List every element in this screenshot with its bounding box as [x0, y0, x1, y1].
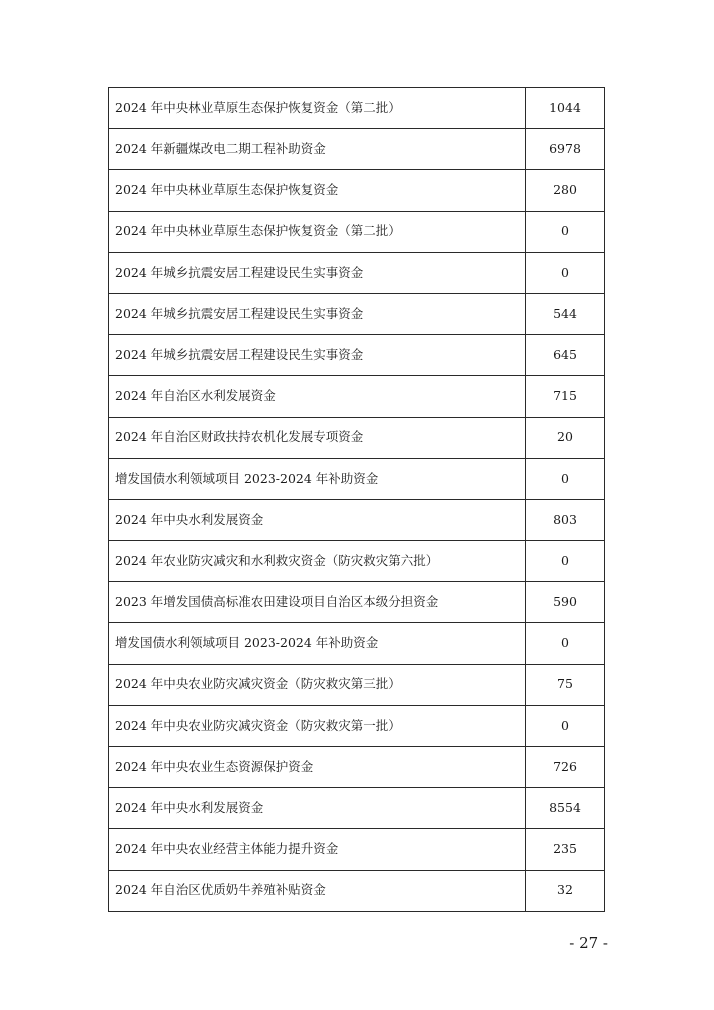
- table-row: [109, 170, 605, 211]
- fund-amount-cell: 75: [526, 664, 605, 705]
- table-row: [109, 664, 605, 705]
- table-row: [109, 788, 605, 829]
- table-row: [109, 458, 605, 499]
- fund-name-cell: 2024 年中央农业经营主体能力提升资金: [109, 829, 526, 870]
- table-row: [109, 747, 605, 788]
- fund-amount-cell: 235: [526, 829, 605, 870]
- table-row: [109, 211, 605, 252]
- funds-table-body: [109, 88, 605, 912]
- fund-name-cell: 2023 年增发国债高标准农田建设项目自治区本级分担资金: [109, 582, 526, 623]
- fund-amount-cell: 32: [526, 870, 605, 911]
- table-row: [109, 376, 605, 417]
- fund-amount-cell: 6978: [526, 129, 605, 170]
- fund-amount-cell: 0: [526, 458, 605, 499]
- fund-amount-cell: 0: [526, 705, 605, 746]
- fund-amount-cell: 280: [526, 170, 605, 211]
- page-number: - 27 -: [569, 934, 608, 952]
- table-row: [109, 252, 605, 293]
- fund-amount-cell: 645: [526, 335, 605, 376]
- fund-name-cell: 2024 年中央农业防灾减灾资金（防灾救灾第三批）: [109, 664, 526, 705]
- fund-name-cell: 2024 年中央水利发展资金: [109, 788, 526, 829]
- fund-name-cell: 2024 年自治区财政扶持农机化发展专项资金: [109, 417, 526, 458]
- fund-amount-cell: 715: [526, 376, 605, 417]
- table-row: [109, 417, 605, 458]
- fund-name-cell: 2024 年农业防灾减灾和水利救灾资金（防灾救灾第六批）: [109, 541, 526, 582]
- fund-amount-cell: 726: [526, 747, 605, 788]
- fund-amount-cell: 590: [526, 582, 605, 623]
- fund-name-cell: 2024 年中央林业草原生态保护恢复资金（第二批）: [109, 88, 526, 129]
- fund-amount-cell: 0: [526, 252, 605, 293]
- fund-name-cell: 2024 年中央农业防灾减灾资金（防灾救灾第一批）: [109, 705, 526, 746]
- fund-amount-cell: 1044: [526, 88, 605, 129]
- table-row: [109, 705, 605, 746]
- table-row: [109, 829, 605, 870]
- fund-name-cell: 2024 年自治区优质奶牛养殖补贴资金: [109, 870, 526, 911]
- fund-amount-cell: 8554: [526, 788, 605, 829]
- fund-name-cell: 2024 年中央水利发展资金: [109, 499, 526, 540]
- fund-amount-cell: 0: [526, 623, 605, 664]
- table-row: [109, 541, 605, 582]
- fund-name-cell: 2024 年新疆煤改电二期工程补助资金: [109, 129, 526, 170]
- table-row: [109, 129, 605, 170]
- fund-name-cell: 2024 年城乡抗震安居工程建设民生实事资金: [109, 252, 526, 293]
- fund-amount-cell: 0: [526, 541, 605, 582]
- table-row: [109, 623, 605, 664]
- fund-name-cell: 增发国债水利领域项目 2023-2024 年补助资金: [109, 458, 526, 499]
- fund-name-cell: 2024 年城乡抗震安居工程建设民生实事资金: [109, 293, 526, 334]
- table-row: [109, 88, 605, 129]
- fund-name-cell: 2024 年中央林业草原生态保护恢复资金: [109, 170, 526, 211]
- table-row: [109, 582, 605, 623]
- fund-name-cell: 增发国债水利领域项目 2023-2024 年补助资金: [109, 623, 526, 664]
- fund-amount-cell: 544: [526, 293, 605, 334]
- fund-amount-cell: 803: [526, 499, 605, 540]
- fund-amount-cell: 0: [526, 211, 605, 252]
- fund-name-cell: 2024 年自治区水利发展资金: [109, 376, 526, 417]
- table-row: [109, 293, 605, 334]
- fund-name-cell: 2024 年城乡抗震安居工程建设民生实事资金: [109, 335, 526, 376]
- fund-amount-cell: 20: [526, 417, 605, 458]
- table-row: [109, 335, 605, 376]
- funds-table: [108, 87, 605, 912]
- fund-name-cell: 2024 年中央农业生态资源保护资金: [109, 747, 526, 788]
- table-row: [109, 870, 605, 911]
- table-row: [109, 499, 605, 540]
- fund-name-cell: 2024 年中央林业草原生态保护恢复资金（第二批）: [109, 211, 526, 252]
